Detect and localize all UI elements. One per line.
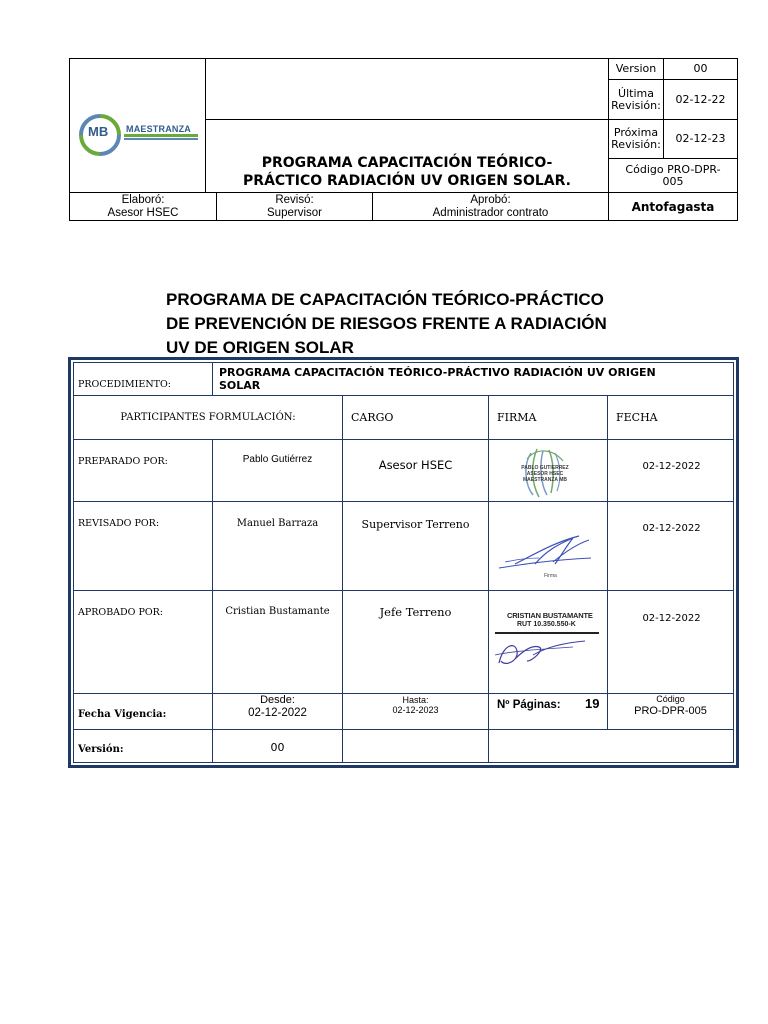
ultima-revision-value: 02-12-22 [663,79,738,120]
codigo-table-cell [607,693,734,730]
location-text: Antofagasta [631,199,715,214]
stamp-line: PABLO GUTIERREZ [521,465,569,471]
table-row [73,590,213,694]
location-cell [608,192,738,221]
row-cargo: Jefe Terreno [379,605,452,619]
row-cargo: Supervisor Terreno [361,518,470,531]
signature-pablo-stamp [515,465,575,483]
row-firma-cell [488,590,608,694]
col-firma: FIRMA [488,395,608,440]
row-fecha: 02-12-2022 [642,613,701,624]
row-cargo-cell [342,501,489,591]
row-name-cell [212,439,343,502]
codigo-cell [608,158,738,193]
col-cargo: CARGO [342,395,489,440]
row-cargo: Asesor HSEC [378,458,453,472]
row-role: REVISADO POR: [78,518,160,529]
codigo-table-label: Código [656,694,685,704]
row-firma-cell [488,439,608,502]
desde-label: Desde: [260,694,295,706]
vigencia-label: Fecha Vigencia: [78,709,167,720]
elaboro-value: Asesor HSEC [107,206,179,219]
elaboro-label: Elaboró: [121,193,165,206]
elaboro-cell [69,192,217,221]
proxima-revision-value: 02-12-23 [663,119,738,159]
signature-cristian-name: CRISTIAN BUSTAMANTE [507,611,593,620]
paginas-value: 19 [585,696,600,711]
document-title: PROGRAMA DE CAPACITACIÓN TEÓRICO-PRÁCTICO DE PREVENCIÓN DE RIESGOS FRENTE A RADIACIÓN UV DE ORIGEN SOLAR [166,290,607,357]
signature-cristian [493,635,589,671]
table-row [73,439,213,502]
signature-manuel [495,534,599,574]
header-title-cell [205,119,609,193]
ultima-revision-label-text: Última Revisión: [611,86,661,112]
version-blank-cell [342,729,489,763]
paginas-label: Nº Páginas: [497,699,561,711]
aprobo-value: Administrador contrato [432,206,549,219]
signature-manuel-caption: Firma [544,573,557,579]
reviso-cell [216,192,373,221]
row-cargo-cell [342,439,489,502]
procedimiento-label-cell [73,362,213,396]
row-name: Cristian Bustamante [225,606,330,617]
row-fecha: 02-12-2022 [642,461,701,472]
procedimiento-label: PROCEDIMIENTO: [78,379,171,390]
version-blank-cell [488,729,734,763]
reviso-value: Supervisor [267,206,322,219]
header-title: PROGRAMA CAPACITACIÓN TEÓRICO-PRÁCTICO RADIACIÓN UV ORIGEN SOLAR. [243,155,571,189]
row-fecha-cell [607,439,734,502]
col-fecha: FECHA [607,395,734,440]
signature-cristian-underline [495,632,599,634]
codigo-text: Código PRO-DPR-005 [625,162,721,188]
signature-cristian-graphic [493,635,589,671]
row-name: Manuel Barraza [236,518,319,529]
version-label-cell [73,729,213,763]
ultima-revision-label [608,79,664,120]
version-table-label: Versión: [78,744,124,755]
paginas-cell [488,693,608,730]
stamp-line: ASESOR HSEC [526,471,564,477]
proxima-revision-label-text: Próxima Revisión: [611,126,661,151]
procedimiento-value-cell [212,362,734,396]
reviso-label: Revisó: [275,193,314,206]
version-table-value: 00 [270,741,285,754]
hasta-value: 02-12-2023 [392,705,439,715]
version-value-cell [212,729,343,763]
hasta-label: Hasta: [402,695,429,705]
procedimiento-value: PROGRAMA CAPACITACIÓN TEÓRICO-PRÁCTIVO RADIACIÓN UV ORIGEN SOLAR [219,366,656,392]
version-label: Version [608,58,664,80]
row-role: PREPARADO POR: [78,456,168,467]
row-fecha-cell [607,590,734,694]
row-cargo-cell [342,590,489,694]
aprobo-label: Aprobó: [470,193,511,206]
col-participantes: PARTICIPANTES FORMULACIÓN: [73,395,343,440]
proxima-revision-label [608,119,664,159]
logo-text: MAESTRANZA [126,124,191,134]
desde-value: 02-12-2022 [248,707,307,719]
table-row [73,501,213,591]
codigo-table-value: PRO-DPR-005 [634,705,707,717]
desde-cell [212,693,343,730]
row-firma-cell [488,501,608,591]
version-value: 00 [663,58,738,80]
row-role: APROBADO POR: [78,607,163,618]
row-fecha-cell [607,501,734,591]
row-name: Pablo Gutiérrez [242,454,313,465]
row-name-cell [212,590,343,694]
signature-manuel-graphic [495,534,599,574]
header-top-blank [205,58,609,120]
logo-initials: MB [88,124,109,139]
signature-cristian-rut: RUT 10.350.550-K [517,621,576,628]
row-fecha: 02-12-2022 [642,523,701,534]
row-name-cell [212,501,343,591]
stamp-line: MAESTRANZA MB [523,477,567,483]
hasta-cell [342,693,489,730]
vigencia-label-cell [73,693,213,730]
aprobo-cell [372,192,609,221]
